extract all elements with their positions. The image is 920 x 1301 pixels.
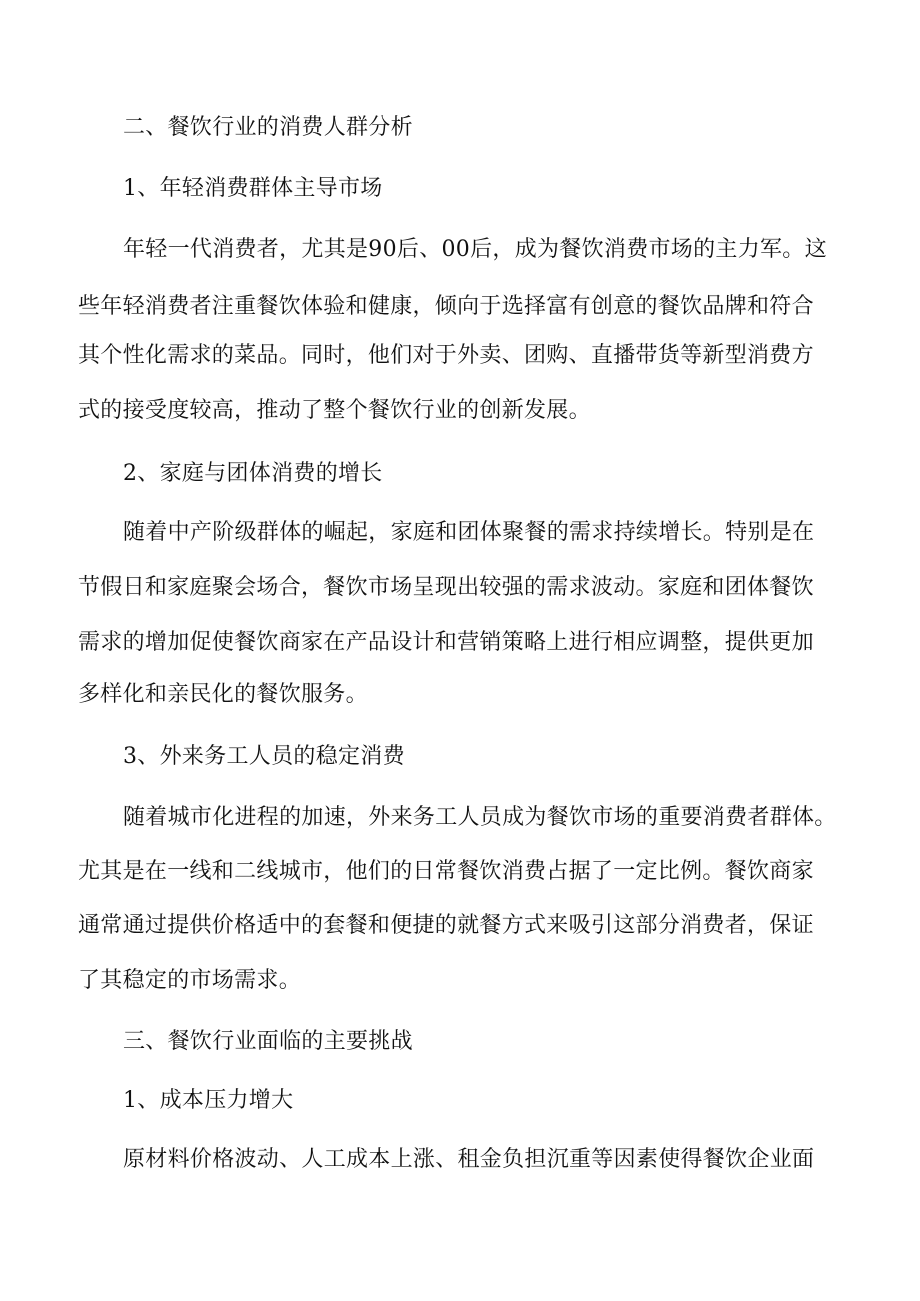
subheading-cost-pressure: 1、成本压力增大 — [123, 1088, 294, 1113]
paragraph-line: 随着中产阶级群体的崛起，家庭和团体聚餐的需求持续增长。特别是在 — [123, 520, 815, 545]
paragraph-line: 需求的增加促使餐饮商家在产品设计和营销策略上进行相应调整，提供更加 — [78, 630, 814, 655]
paragraph-line: 原材料价格波动、人工成本上涨、租金负担沉重等因素使得餐饮企业面 — [123, 1147, 815, 1172]
paragraph-line: 年轻一代消费者，尤其是90后、00后，成为餐饮消费市场的主力军。这 — [123, 237, 827, 262]
paragraph-line: 节假日和家庭聚会场合，餐饮市场呈现出较强的需求波动。家庭和团体餐饮 — [78, 575, 814, 600]
subheading-young-consumers: 1、年轻消费群体主导市场 — [123, 176, 383, 201]
paragraph-line: 多样化和亲民化的餐饮服务。 — [78, 682, 368, 707]
paragraph-line: 了其稳定的市场需求。 — [78, 968, 302, 993]
paragraph-line: 通常通过提供价格适中的套餐和便捷的就餐方式来吸引这部分消费者，保证 — [78, 913, 814, 938]
section-heading-2: 二、餐饮行业的消费人群分析 — [123, 115, 413, 140]
paragraph-line: 些年轻消费者注重餐饮体验和健康，倾向于选择富有创意的餐饮品牌和符合 — [78, 294, 814, 319]
paragraph-line: 式的接受度较高，推动了整个餐饮行业的创新发展。 — [78, 398, 591, 423]
section-heading-3: 三、餐饮行业面临的主要挑战 — [123, 1029, 413, 1054]
paragraph-line: 其个性化需求的菜品。同时，他们对于外卖、团购、直播带货等新型消费方 — [78, 343, 814, 368]
paragraph-line: 尤其是在一线和二线城市，他们的日常餐饮消费占据了一定比例。餐饮商家 — [78, 859, 814, 884]
subheading-migrant-workers: 3、外来务工人员的稳定消费 — [123, 744, 405, 769]
subheading-family-group: 2、家庭与团体消费的增长 — [123, 461, 383, 486]
paragraph-line: 随着城市化进程的加速，外来务工人员成为餐饮市场的重要消费者群体。 — [123, 805, 837, 830]
